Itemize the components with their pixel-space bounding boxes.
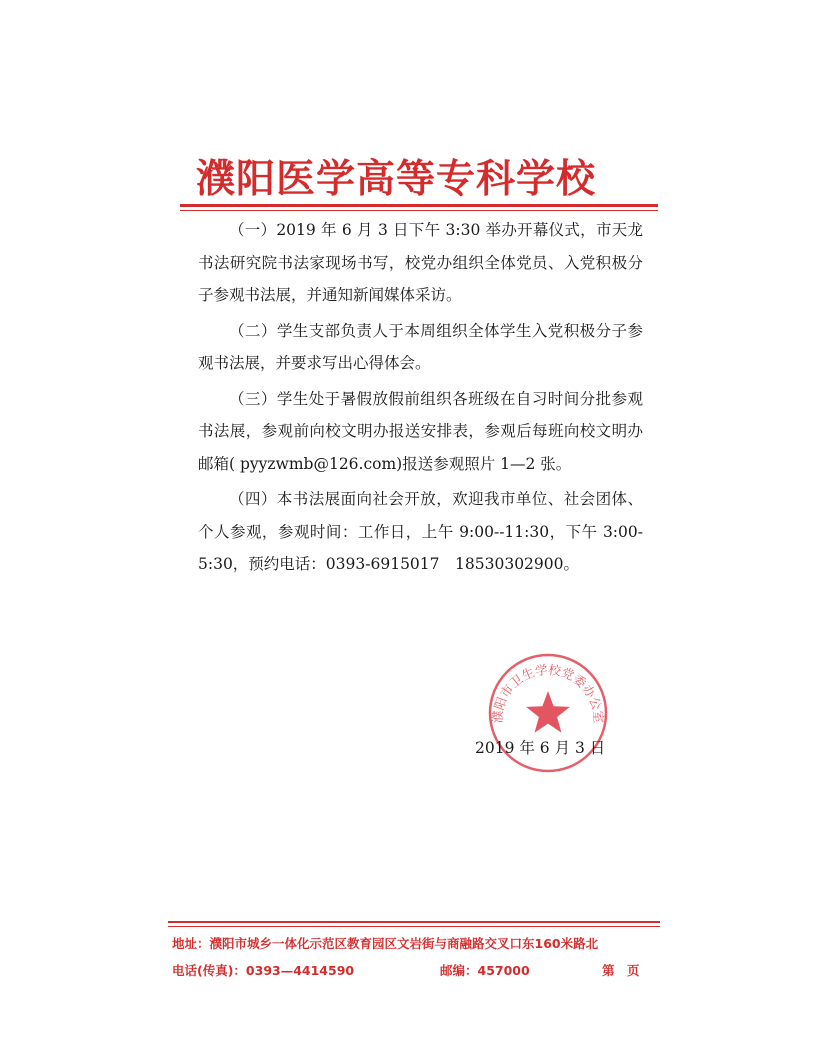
footer-page-number: 第 页 — [602, 963, 640, 978]
letterhead-title: 濮阳医学高等专科学校 — [196, 156, 597, 202]
footer-rule-thin — [168, 926, 660, 927]
seal-text: 濮阳市卫生学校党委办公室 — [489, 661, 607, 724]
paragraph-4: （四）本书法展面向社会开放，欢迎我市单位、社会团体、个人参观，参观时间：工作日，上午 9:00--11:30，下午 3:00-5:30，预约电话：0393-6915017 18530302900。 — [198, 490, 643, 573]
paragraph-2: （二）学生支部负责人于本周组织全体学生入党积极分子参观书法展，并要求写出心得体会。 — [198, 321, 643, 372]
footer-postcode: 邮编：457000 — [440, 963, 530, 978]
paragraph-3: （三）学生处于暑假放假前组织各班级在自习时间分批参观书法展，参观前向校文明办报送安排表，参观后每班向校文明办邮箱( pyyzwmb@126.com)报送参观照片 1—2 张。 — [198, 389, 643, 473]
footer-rule-thick — [168, 921, 660, 923]
seal-star-icon — [526, 691, 570, 733]
signature-date: 2019 年 6 月 3 日 — [475, 739, 606, 757]
letterhead-rule-thick — [180, 204, 658, 207]
document-body — [198, 214, 643, 584]
paragraph-1: （一）2019 年 6 月 3 日下午 3:30 举办开幕仪式，市天龙书法研究院书法家现场书写，校党办组织全体党员、入党积极分子参观书法展，并通知新闻媒体采访。 — [198, 221, 643, 304]
letterhead-rule-thin — [180, 210, 658, 211]
footer-address: 地址：濮阳市城乡一体化示范区教育园区文岩街与商融路交叉口东160米路北 — [172, 936, 599, 951]
footer-phone: 电话(传真)：0393—4414590 — [172, 963, 355, 978]
